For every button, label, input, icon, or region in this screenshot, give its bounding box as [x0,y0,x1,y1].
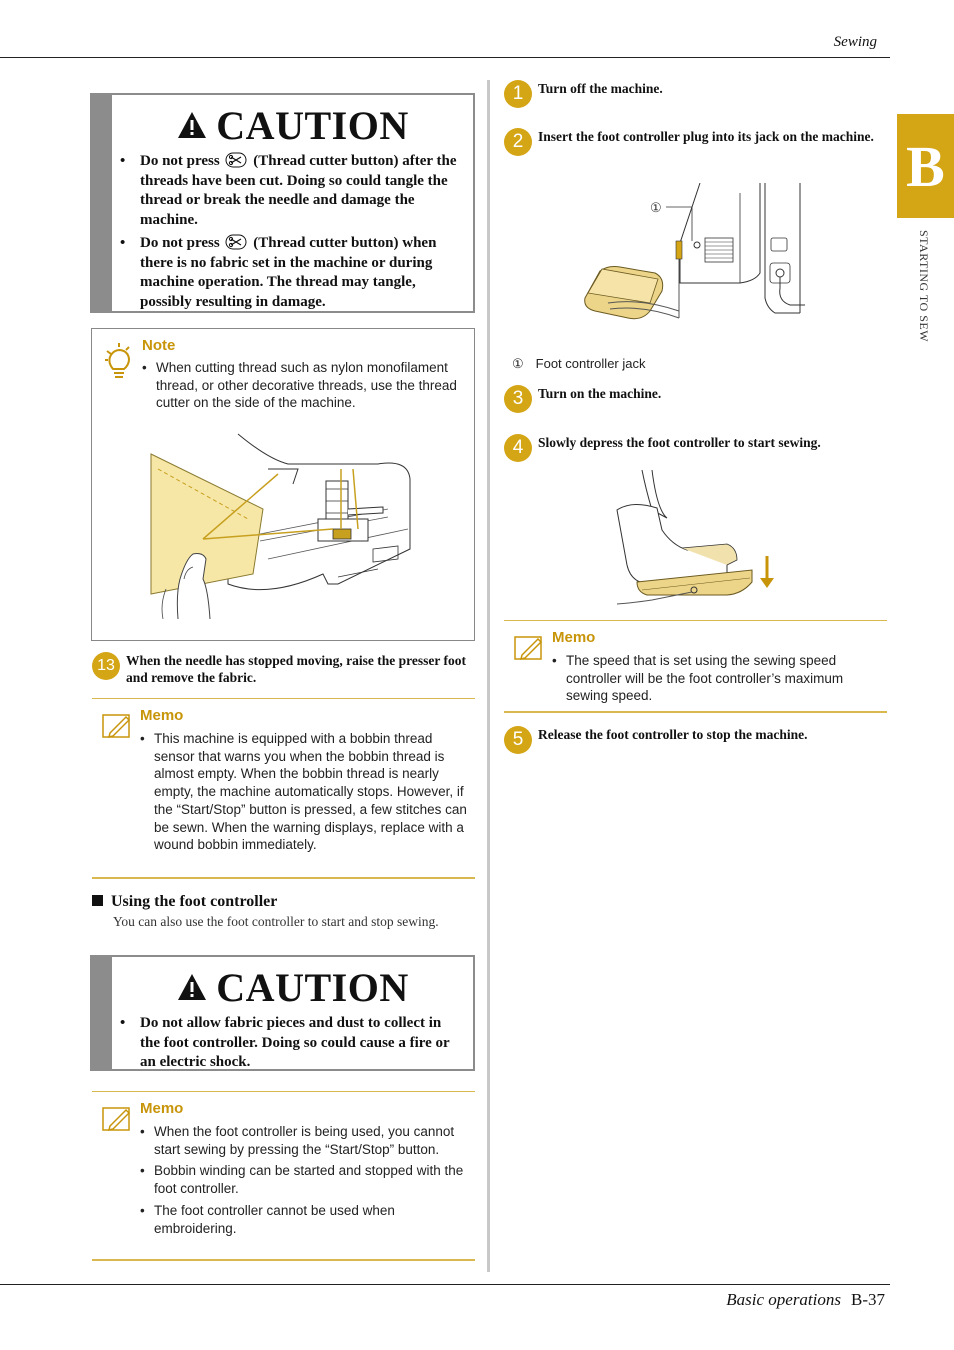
step-number: 5 [504,726,532,754]
footer-title: Basic operations [726,1290,841,1309]
chapter-tab: B [897,114,954,218]
memo-item: • This machine is equipped with a bobbin thread sensor that warns you when the bobbin thread is almost empty. When the bobbin thread is nearly empty, the machine automatically stops. However, if the “Start/Stop” button is pressed, a few stitches can be sewn. When the warning displays, replace with a wound bobbin immediately. [140,730,470,854]
memo-item: • When the foot controller is being used, you cannot start sewing by pressing the “Start/Stop” button. [140,1123,470,1158]
memo-list [552,652,882,705]
memo-box-foot-controller [92,1091,475,1261]
section-title: Using the foot controller [111,893,278,910]
caution-text-post: (Thread cutter button) when there is no fabric set in the machine or during machine operation. The thread may tangle, possibly resulting in damage. [140,235,437,310]
memo-box-bobbin [92,698,475,879]
step-5 [504,726,884,754]
lightbulb-icon [104,341,134,381]
memo-icon [514,633,544,661]
caution-item: • Do not allow fabric pieces and dust to collect in the foot controller. Doing so could cause a fire or an electric shock. [140,1014,463,1073]
caption-text: Foot controller jack [535,356,646,371]
step-4 [504,434,884,462]
step-text: Release the foot controller to stop the machine. [538,727,808,742]
step-2 [504,128,884,156]
step-number: 2 [504,128,532,156]
caution-text-pre: Do not press [140,235,220,251]
thread-cutter-illustration [148,429,418,619]
chapter-tab-label: STARTING TO SEW [917,230,931,343]
section-description: You can also use the foot controller to start and stop sewing. [113,914,439,929]
caution-text-pre: Do not press [140,153,220,169]
header-rule [0,57,890,58]
memo-title: Memo [140,1100,184,1117]
caution-heading [112,965,473,1009]
caution-box-thread-cutter [90,93,475,313]
step-text: When the needle has stopped moving, raise the presser foot and remove the fabric. [126,653,466,685]
section-heading [92,893,277,911]
memo-icon [102,1104,132,1132]
square-bullet-icon [92,895,103,906]
caption-number: ① [512,356,524,371]
page-footer [726,1290,885,1310]
memo-item: • The foot controller cannot be used when embroidering. [140,1202,470,1237]
step-number: 3 [504,385,532,413]
memo-item: • Bobbin winding can be started and stopped with the foot controller. [140,1162,470,1197]
step-1 [504,80,884,108]
column-divider [487,80,490,1272]
note-list [142,359,470,412]
figure-callout: ① [650,200,662,215]
caution-heading [112,103,473,147]
thread-cutter-icon [225,234,247,250]
caution-box-foot-controller [90,955,475,1071]
warning-icon [176,110,208,140]
foot-pressing-controller-illustration [612,470,782,610]
page-number: B-37 [851,1290,885,1309]
footer-rule [0,1284,890,1285]
caution-title: CAUTION [216,102,409,148]
note-item: • When cutting thread such as nylon monofilament thread, or other decorative threads, use the thread cutter on the side of the machine. [142,359,470,412]
memo-box-speed [504,620,887,713]
memo-title: Memo [552,629,596,646]
step-number: 13 [92,652,120,680]
memo-title: Memo [140,707,184,724]
caution-title: CAUTION [216,964,409,1010]
caution-text-post: (Thread cutter button) after the threads have been cut. Doing so could tangle the thread or break the needle and damage the machine. [140,153,457,228]
memo-item: • The speed that is set using the sewing speed controller will be the foot controller’s maximum sewing speed. [552,652,882,705]
note-box [91,328,475,641]
warning-icon [176,972,208,1002]
caution-item [140,234,463,312]
step-text: Turn off the machine. [538,81,663,96]
step-number: 1 [504,80,532,108]
note-title: Note [142,337,176,354]
thread-cutter-icon [225,152,247,168]
step-number: 4 [504,434,532,462]
running-header: Sewing [833,34,877,50]
caution-list [112,1009,473,1073]
memo-list [140,730,470,854]
foot-controller-jack-illustration [580,183,810,333]
memo-icon [102,711,132,739]
caution-item [140,152,463,230]
memo-list [140,1123,470,1237]
step-text: Slowly depress the foot controller to start sewing. [538,435,821,450]
caution-list [112,147,473,312]
step-text: Insert the foot controller plug into its jack on the machine. [538,129,874,144]
figure-caption [512,355,645,373]
step-13 [92,652,475,686]
step-3 [504,385,884,413]
step-text: Turn on the machine. [538,386,662,401]
